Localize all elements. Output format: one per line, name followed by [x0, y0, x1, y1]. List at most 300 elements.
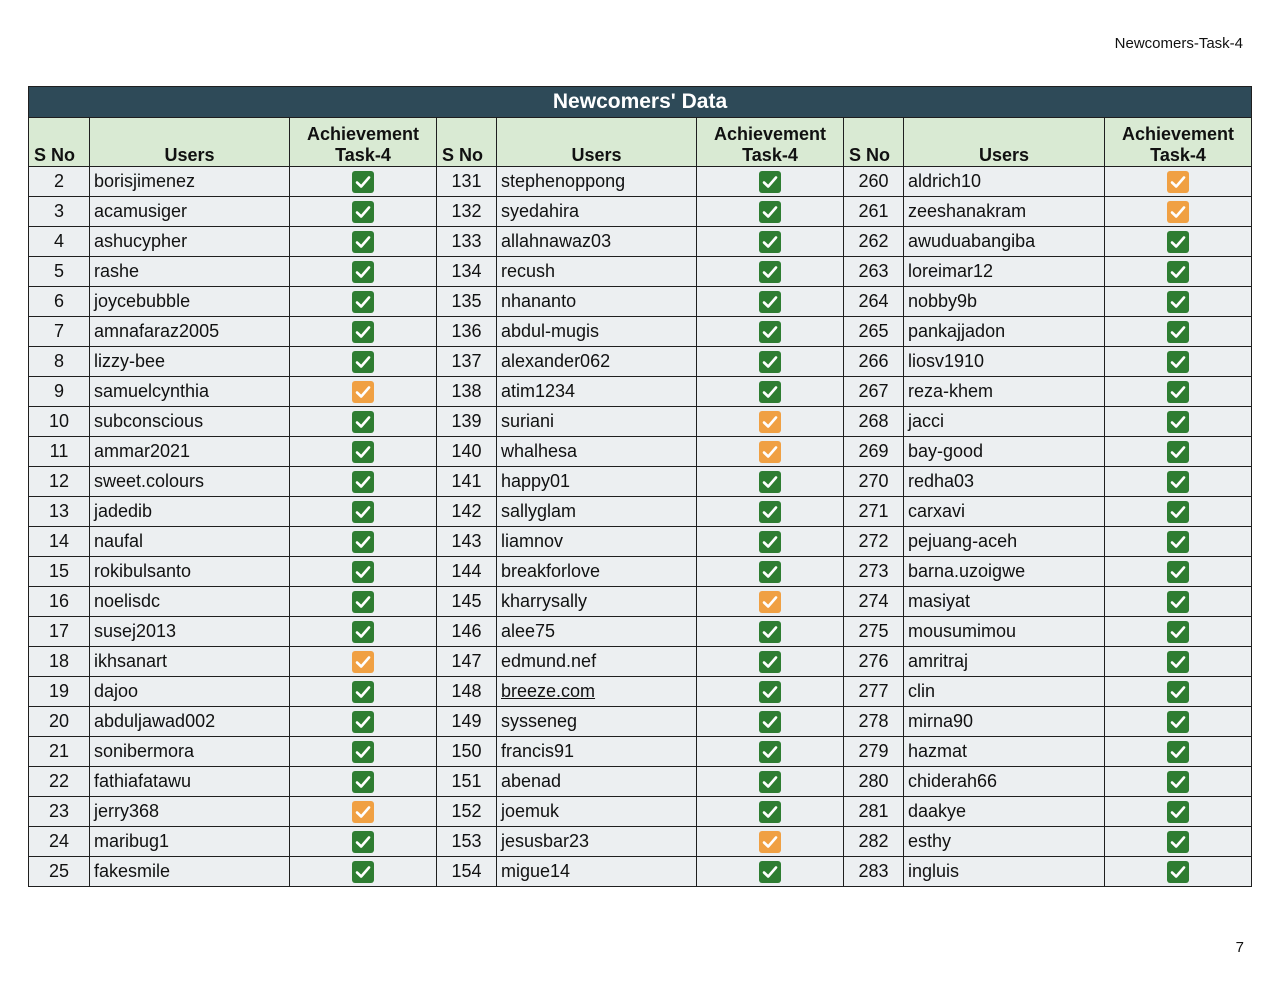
- user-cell: migue14: [497, 857, 697, 887]
- user-cell: hazmat: [904, 737, 1105, 767]
- checkbox-checked-icon: [1167, 411, 1189, 433]
- sno-cell: 4: [29, 227, 90, 257]
- achievement-cell: [290, 197, 437, 227]
- checkbox-checked-icon: [1167, 711, 1189, 733]
- header-row: [29, 118, 1252, 167]
- sno-cell: 271: [844, 497, 904, 527]
- user-cell: edmund.nef: [497, 647, 697, 677]
- achievement-cell: [290, 557, 437, 587]
- user-cell: syedahira: [497, 197, 697, 227]
- achievement-header: [1105, 118, 1252, 167]
- achievement-cell: [290, 407, 437, 437]
- sno-header: S No: [29, 118, 90, 167]
- achievement-cell: [1105, 677, 1252, 707]
- checkbox-checked-icon: [1167, 501, 1189, 523]
- sno-cell: 10: [29, 407, 90, 437]
- user-cell: joemuk: [497, 797, 697, 827]
- sno-cell: 136: [437, 317, 497, 347]
- user-cell: dajoo: [90, 677, 290, 707]
- sno-cell: 7: [29, 317, 90, 347]
- user-cell: ashucypher: [90, 227, 290, 257]
- checkbox-checked-icon: [352, 201, 374, 223]
- sno-cell: 280: [844, 767, 904, 797]
- user-cell: mirna90: [904, 707, 1105, 737]
- sno-cell: 275: [844, 617, 904, 647]
- user-cell: chiderah66: [904, 767, 1105, 797]
- sno-cell: 272: [844, 527, 904, 557]
- user-cell: subconscious: [90, 407, 290, 437]
- achievement-cell: [290, 317, 437, 347]
- checkbox-checked-icon: [1167, 441, 1189, 463]
- page-header: Newcomers-Task-4: [1114, 35, 1243, 52]
- achievement-cell: [1105, 857, 1252, 887]
- user-cell: abduljawad002: [90, 707, 290, 737]
- user-cell: esthy: [904, 827, 1105, 857]
- checkbox-checked-icon: [352, 381, 374, 403]
- user-cell: francis91: [497, 737, 697, 767]
- checkbox-checked-icon: [759, 471, 781, 493]
- achievement-cell: [1105, 827, 1252, 857]
- achievement-cell: [697, 467, 844, 497]
- achievement-cell: [1105, 497, 1252, 527]
- table-row: [29, 347, 1252, 377]
- user-cell: susej2013: [90, 617, 290, 647]
- checkbox-checked-icon: [759, 381, 781, 403]
- achievement-cell: [1105, 287, 1252, 317]
- user-cell: noelisdc: [90, 587, 290, 617]
- user-cell: mousumimou: [904, 617, 1105, 647]
- table-row: [29, 767, 1252, 797]
- checkbox-checked-icon: [352, 621, 374, 643]
- user-cell: alee75: [497, 617, 697, 647]
- checkbox-checked-icon: [1167, 201, 1189, 223]
- table-row: [29, 677, 1252, 707]
- user-cell: ingluis: [904, 857, 1105, 887]
- user-cell: breakforlove: [497, 557, 697, 587]
- achievement-cell: [1105, 347, 1252, 377]
- sno-cell: 147: [437, 647, 497, 677]
- sno-cell: 21: [29, 737, 90, 767]
- sno-cell: 133: [437, 227, 497, 257]
- checkbox-checked-icon: [1167, 561, 1189, 583]
- user-cell: rokibulsanto: [90, 557, 290, 587]
- checkbox-checked-icon: [352, 741, 374, 763]
- checkbox-checked-icon: [352, 561, 374, 583]
- achievement-cell: [697, 407, 844, 437]
- achievement-cell: [290, 377, 437, 407]
- user-cell: clin: [904, 677, 1105, 707]
- table-row: [29, 227, 1252, 257]
- achievement-cell: [290, 707, 437, 737]
- checkbox-checked-icon: [759, 801, 781, 823]
- sno-cell: 153: [437, 827, 497, 857]
- sno-cell: 276: [844, 647, 904, 677]
- user-cell: rashe: [90, 257, 290, 287]
- checkbox-checked-icon: [352, 321, 374, 343]
- achievement-cell: [1105, 587, 1252, 617]
- achievement-cell: [697, 197, 844, 227]
- achievement-cell: [290, 737, 437, 767]
- sno-cell: 141: [437, 467, 497, 497]
- checkbox-checked-icon: [352, 531, 374, 553]
- user-cell: masiyat: [904, 587, 1105, 617]
- user-link[interactable]: breeze.com: [497, 677, 697, 707]
- sno-cell: 146: [437, 617, 497, 647]
- sno-cell: 19: [29, 677, 90, 707]
- user-cell: ikhsanart: [90, 647, 290, 677]
- user-cell: sysseneg: [497, 707, 697, 737]
- achievement-cell: [697, 857, 844, 887]
- table-row: [29, 467, 1252, 497]
- sno-cell: 8: [29, 347, 90, 377]
- sno-cell: 149: [437, 707, 497, 737]
- sno-cell: 5: [29, 257, 90, 287]
- sno-cell: 262: [844, 227, 904, 257]
- user-cell: pankajjadon: [904, 317, 1105, 347]
- checkbox-checked-icon: [759, 861, 781, 883]
- checkbox-checked-icon: [1167, 231, 1189, 253]
- table-row: [29, 857, 1252, 887]
- achievement-cell: [697, 167, 844, 197]
- table-row: [29, 797, 1252, 827]
- checkbox-checked-icon: [352, 501, 374, 523]
- table-row: [29, 707, 1252, 737]
- user-cell: joycebubble: [90, 287, 290, 317]
- checkbox-checked-icon: [352, 171, 374, 193]
- checkbox-checked-icon: [1167, 351, 1189, 373]
- user-cell: suriani: [497, 407, 697, 437]
- table-row: [29, 737, 1252, 767]
- sno-cell: 267: [844, 377, 904, 407]
- achievement-cell: [697, 377, 844, 407]
- achievement-header-line1: Achievement: [1121, 124, 1235, 144]
- user-cell: bay-good: [904, 437, 1105, 467]
- achievement-cell: [290, 497, 437, 527]
- checkbox-checked-icon: [1167, 261, 1189, 283]
- sno-cell: 132: [437, 197, 497, 227]
- achievement-cell: [697, 317, 844, 347]
- checkbox-checked-icon: [759, 711, 781, 733]
- table-row: [29, 497, 1252, 527]
- sno-cell: 278: [844, 707, 904, 737]
- achievement-cell: [697, 797, 844, 827]
- checkbox-checked-icon: [759, 681, 781, 703]
- checkbox-checked-icon: [352, 591, 374, 613]
- sno-cell: 140: [437, 437, 497, 467]
- checkbox-checked-icon: [1167, 291, 1189, 313]
- achievement-cell: [1105, 377, 1252, 407]
- table-row: [29, 317, 1252, 347]
- achievement-cell: [1105, 767, 1252, 797]
- achievement-cell: [1105, 467, 1252, 497]
- sno-cell: 279: [844, 737, 904, 767]
- sno-cell: 261: [844, 197, 904, 227]
- sno-cell: 274: [844, 587, 904, 617]
- checkbox-checked-icon: [759, 771, 781, 793]
- achievement-cell: [1105, 527, 1252, 557]
- table-title: Newcomers' Data: [29, 87, 1252, 118]
- checkbox-checked-icon: [352, 261, 374, 283]
- sno-cell: 148: [437, 677, 497, 707]
- checkbox-checked-icon: [759, 621, 781, 643]
- checkbox-checked-icon: [1167, 321, 1189, 343]
- user-cell: awuduabangiba: [904, 227, 1105, 257]
- checkbox-checked-icon: [1167, 741, 1189, 763]
- sno-cell: 131: [437, 167, 497, 197]
- checkbox-checked-icon: [759, 441, 781, 463]
- user-cell: jacci: [904, 407, 1105, 437]
- user-cell: nhananto: [497, 287, 697, 317]
- sno-cell: 3: [29, 197, 90, 227]
- achievement-cell: [290, 167, 437, 197]
- table-row: [29, 407, 1252, 437]
- user-cell: fathiafatawu: [90, 767, 290, 797]
- table-row: [29, 197, 1252, 227]
- achievement-cell: [697, 557, 844, 587]
- checkbox-checked-icon: [759, 291, 781, 313]
- user-cell: sallyglam: [497, 497, 697, 527]
- sno-cell: 12: [29, 467, 90, 497]
- checkbox-checked-icon: [1167, 651, 1189, 673]
- sno-cell: 16: [29, 587, 90, 617]
- checkbox-checked-icon: [352, 861, 374, 883]
- achievement-cell: [290, 827, 437, 857]
- achievement-cell: [290, 467, 437, 497]
- achievement-cell: [1105, 257, 1252, 287]
- checkbox-checked-icon: [352, 771, 374, 793]
- achievement-header: [697, 118, 844, 167]
- users-header: Users: [497, 118, 697, 167]
- sno-cell: 266: [844, 347, 904, 377]
- sno-cell: 269: [844, 437, 904, 467]
- sno-cell: 20: [29, 707, 90, 737]
- achievement-cell: [290, 347, 437, 377]
- sno-cell: 13: [29, 497, 90, 527]
- achievement-cell: [1105, 407, 1252, 437]
- sno-cell: 9: [29, 377, 90, 407]
- sno-cell: 282: [844, 827, 904, 857]
- achievement-header-line2: Task-4: [335, 145, 391, 165]
- user-cell: allahnawaz03: [497, 227, 697, 257]
- achievement-cell: [290, 287, 437, 317]
- checkbox-checked-icon: [352, 231, 374, 253]
- achievement-cell: [697, 677, 844, 707]
- sno-cell: 145: [437, 587, 497, 617]
- sno-cell: 277: [844, 677, 904, 707]
- newcomers-table: [28, 86, 1252, 887]
- sno-cell: 15: [29, 557, 90, 587]
- users-header: Users: [90, 118, 290, 167]
- sno-cell: 25: [29, 857, 90, 887]
- checkbox-checked-icon: [1167, 591, 1189, 613]
- achievement-header-line2: Task-4: [742, 145, 798, 165]
- user-cell: kharrysally: [497, 587, 697, 617]
- achievement-cell: [1105, 317, 1252, 347]
- checkbox-checked-icon: [352, 351, 374, 373]
- user-cell: abdul-mugis: [497, 317, 697, 347]
- checkbox-checked-icon: [759, 411, 781, 433]
- checkbox-checked-icon: [1167, 531, 1189, 553]
- sno-cell: 281: [844, 797, 904, 827]
- achievement-header-line2: Task-4: [1150, 145, 1206, 165]
- user-cell: sonibermora: [90, 737, 290, 767]
- checkbox-checked-icon: [759, 591, 781, 613]
- user-cell: jerry368: [90, 797, 290, 827]
- user-cell: liosv1910: [904, 347, 1105, 377]
- sno-cell: 143: [437, 527, 497, 557]
- sno-header: S No: [437, 118, 497, 167]
- achievement-cell: [290, 647, 437, 677]
- achievement-cell: [697, 347, 844, 377]
- user-cell: sweet.colours: [90, 467, 290, 497]
- achievement-cell: [1105, 617, 1252, 647]
- sno-cell: 144: [437, 557, 497, 587]
- user-cell: naufal: [90, 527, 290, 557]
- achievement-cell: [290, 437, 437, 467]
- checkbox-checked-icon: [759, 651, 781, 673]
- sno-cell: 137: [437, 347, 497, 377]
- checkbox-checked-icon: [1167, 801, 1189, 823]
- checkbox-checked-icon: [1167, 171, 1189, 193]
- table-row: [29, 557, 1252, 587]
- achievement-header-line1: Achievement: [306, 124, 420, 144]
- checkbox-checked-icon: [352, 411, 374, 433]
- page-number: 7: [1235, 939, 1244, 956]
- checkbox-checked-icon: [759, 171, 781, 193]
- sno-cell: 263: [844, 257, 904, 287]
- achievement-cell: [1105, 167, 1252, 197]
- sno-cell: 24: [29, 827, 90, 857]
- achievement-cell: [290, 797, 437, 827]
- sno-cell: 270: [844, 467, 904, 497]
- table-row: [29, 167, 1252, 197]
- user-cell: redha03: [904, 467, 1105, 497]
- user-cell: zeeshanakram: [904, 197, 1105, 227]
- sno-cell: 138: [437, 377, 497, 407]
- user-cell: aldrich10: [904, 167, 1105, 197]
- achievement-cell: [697, 287, 844, 317]
- achievement-cell: [290, 527, 437, 557]
- user-cell: jesusbar23: [497, 827, 697, 857]
- checkbox-checked-icon: [759, 531, 781, 553]
- checkbox-checked-icon: [759, 321, 781, 343]
- achievement-cell: [290, 857, 437, 887]
- achievement-header: [290, 118, 437, 167]
- achievement-cell: [697, 497, 844, 527]
- achievement-cell: [1105, 437, 1252, 467]
- checkbox-checked-icon: [1167, 621, 1189, 643]
- table-row: [29, 617, 1252, 647]
- sno-cell: 2: [29, 167, 90, 197]
- table-row: [29, 827, 1252, 857]
- sno-cell: 17: [29, 617, 90, 647]
- sno-cell: 154: [437, 857, 497, 887]
- sno-cell: 268: [844, 407, 904, 437]
- sno-cell: 283: [844, 857, 904, 887]
- achievement-cell: [1105, 737, 1252, 767]
- achievement-cell: [290, 227, 437, 257]
- checkbox-checked-icon: [1167, 471, 1189, 493]
- achievement-cell: [697, 257, 844, 287]
- achievement-cell: [697, 227, 844, 257]
- checkbox-checked-icon: [759, 261, 781, 283]
- checkbox-checked-icon: [352, 651, 374, 673]
- sno-cell: 14: [29, 527, 90, 557]
- user-cell: lizzy-bee: [90, 347, 290, 377]
- checkbox-checked-icon: [352, 711, 374, 733]
- sno-cell: 22: [29, 767, 90, 797]
- table-row: [29, 587, 1252, 617]
- achievement-cell: [697, 617, 844, 647]
- user-cell: barna.uzoigwe: [904, 557, 1105, 587]
- user-cell: amritraj: [904, 647, 1105, 677]
- achievement-cell: [1105, 797, 1252, 827]
- user-cell: jadedib: [90, 497, 290, 527]
- achievement-cell: [697, 527, 844, 557]
- checkbox-checked-icon: [1167, 861, 1189, 883]
- user-cell: alexander062: [497, 347, 697, 377]
- sno-cell: 139: [437, 407, 497, 437]
- user-cell: stephenoppong: [497, 167, 697, 197]
- user-cell: nobby9b: [904, 287, 1105, 317]
- checkbox-checked-icon: [352, 831, 374, 853]
- checkbox-checked-icon: [759, 831, 781, 853]
- sno-cell: 142: [437, 497, 497, 527]
- checkbox-checked-icon: [759, 561, 781, 583]
- user-cell: atim1234: [497, 377, 697, 407]
- sno-cell: 265: [844, 317, 904, 347]
- sno-cell: 11: [29, 437, 90, 467]
- checkbox-checked-icon: [1167, 771, 1189, 793]
- achievement-cell: [697, 587, 844, 617]
- user-cell: happy01: [497, 467, 697, 497]
- checkbox-checked-icon: [352, 441, 374, 463]
- achievement-cell: [290, 677, 437, 707]
- checkbox-checked-icon: [1167, 381, 1189, 403]
- table-row: [29, 527, 1252, 557]
- sno-cell: 150: [437, 737, 497, 767]
- achievement-cell: [290, 617, 437, 647]
- user-cell: abenad: [497, 767, 697, 797]
- achievement-cell: [1105, 647, 1252, 677]
- table-body: [29, 167, 1252, 887]
- achievement-cell: [1105, 227, 1252, 257]
- sno-cell: 151: [437, 767, 497, 797]
- users-header: Users: [904, 118, 1105, 167]
- user-cell: borisjimenez: [90, 167, 290, 197]
- sno-cell: 18: [29, 647, 90, 677]
- achievement-cell: [1105, 557, 1252, 587]
- user-cell: acamusiger: [90, 197, 290, 227]
- table-row: [29, 257, 1252, 287]
- achievement-header-line1: Achievement: [713, 124, 827, 144]
- user-cell: carxavi: [904, 497, 1105, 527]
- achievement-cell: [1105, 197, 1252, 227]
- sno-cell: 23: [29, 797, 90, 827]
- user-cell: pejuang-aceh: [904, 527, 1105, 557]
- sno-header: S No: [844, 118, 904, 167]
- user-cell: maribug1: [90, 827, 290, 857]
- user-cell: whalhesa: [497, 437, 697, 467]
- table-row: [29, 377, 1252, 407]
- user-cell: daakye: [904, 797, 1105, 827]
- user-cell: reza-khem: [904, 377, 1105, 407]
- sno-cell: 264: [844, 287, 904, 317]
- checkbox-checked-icon: [759, 501, 781, 523]
- achievement-cell: [697, 737, 844, 767]
- achievement-cell: [290, 257, 437, 287]
- sno-cell: 273: [844, 557, 904, 587]
